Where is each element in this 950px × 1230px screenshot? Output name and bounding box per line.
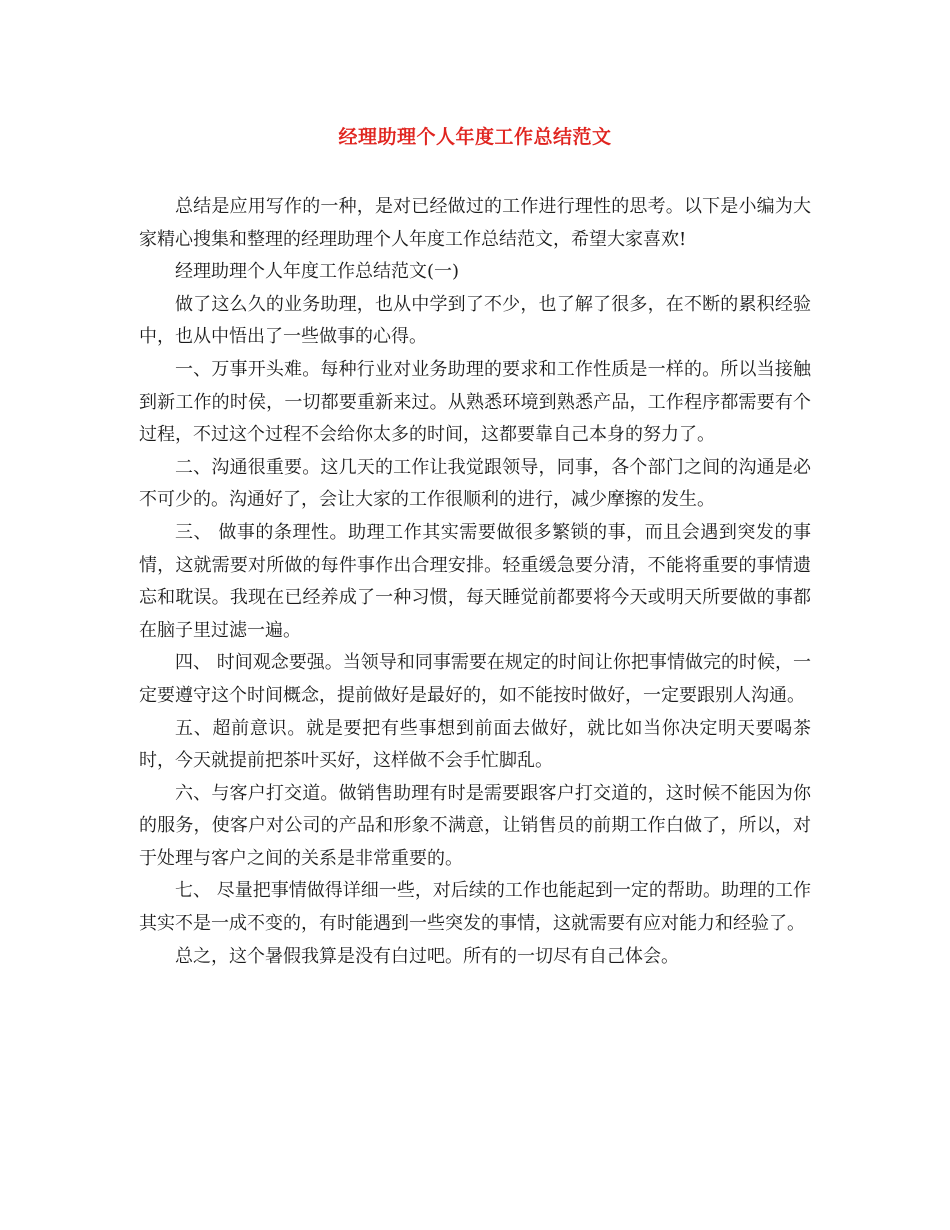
paragraph-point-5: 五、超前意识。就是要把有些事想到前面去做好，就比如当你决定明天要喝茶时，今天就提前把茶叶买好，这样做不会手忙脚乱。: [139, 717, 811, 772]
paragraph-conclusion: 总之，这个暑假我算是没有白过吧。所有的一切尽有自己体会。: [175, 945, 679, 967]
paragraph-point-1: 一、万事开头难。每种行业对业务助理的要求和工作性质是一样的。所以当接触到新工作的时侯，一切都要重新来过。从熟悉环境到熟悉产品，工作程序都需要有个过程，不过这个过程不会给你太多的时间，这都要靠自己本身的努力了。: [139, 358, 811, 446]
paragraph-point-6: 六、与客户打交道。做销售助理有时是需要跟客户打交道的，这时候不能因为你的服务，使客户对公司的产品和形象不满意，让销售员的前期工作白做了，所以，对于处理与客户之间的关系是非常重要的。: [139, 782, 811, 869]
paragraph-subtitle: 经理助理个人年度工作总结范文(一): [175, 261, 460, 283]
paragraph-intro: 总结是应用写作的一种，是对已经做过的工作进行理性的思考。以下是小编为大家精心搜集和整理的经理助理个人年度工作总结范文，希望大家喜欢!: [139, 196, 811, 250]
paragraph-point-4: 四、 时间观念要强。当领导和同事需要在规定的时间让你把事情做完的时候，一定要遵守这个时间概念，提前做好是最好的，如不能按时做好，一定要跟别人沟通。: [139, 652, 811, 706]
paragraph-point-3: 三、 做事的条理性。助理工作其实需要做很多繁锁的事，而且会遇到突发的事情，这就需要对所做的每件事作出合理安排。轻重缓急要分清，不能将重要的事情遗忘和耽误。我现在已经养成了一种习惯，每天睡觉前都要将今天或明天所要做的事都在脑子里过滤一遍。: [139, 521, 811, 641]
paragraph-opening: 做了这么久的业务助理，也从中学到了不少，也了解了很多，在不断的累积经验中，也从中悟出了一些做事的心得。: [139, 293, 811, 348]
paragraph-point-7: 七、 尽量把事情做得详细一些，对后续的工作也能起到一定的帮助。助理的工作其实不是一成不变的，有时能遇到一些突发的事情，这就需要有应对能力和经验了。: [139, 880, 811, 935]
paragraph-point-2: 二、沟通很重要。这几天的工作让我觉跟领导，同事，各个部门之间的沟通是必不可少的。沟通好了，会让大家的工作很顺利的进行，减少摩擦的发生。: [139, 456, 811, 511]
document-body: [139, 191, 811, 973]
document-title: 经理助理个人年度工作总结范文: [338, 126, 612, 148]
